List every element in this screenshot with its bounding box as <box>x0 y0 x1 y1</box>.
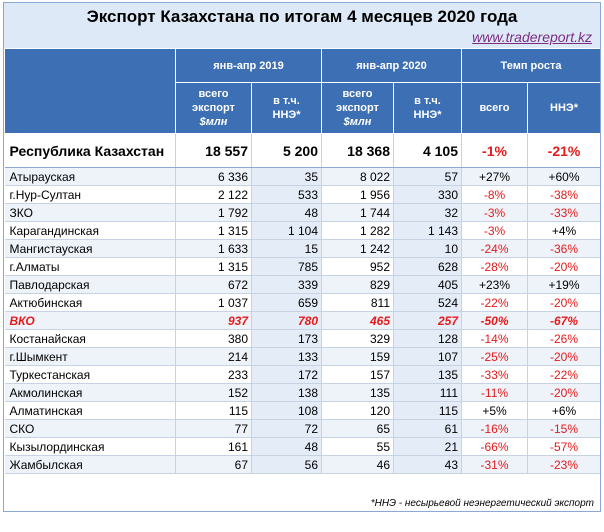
table-row <box>5 294 601 312</box>
site-link[interactable]: www.tradereport.kz <box>472 29 592 45</box>
growth: -24% <box>462 240 528 258</box>
growth-nne: +4% <box>528 222 601 240</box>
region-name: СКО <box>5 420 176 438</box>
growth-nne: -38% <box>528 186 601 204</box>
region-name: Кызылординская <box>5 438 176 456</box>
region-name: г.Алматы <box>5 258 176 276</box>
exp-2019: 67 <box>176 456 252 474</box>
growth: -11% <box>462 384 528 402</box>
growth: -33% <box>462 366 528 384</box>
table-row <box>5 438 601 456</box>
exp-2019: 937 <box>176 312 252 330</box>
nne-2020: 628 <box>394 258 462 276</box>
period-2019-header: янв-апр 2019 <box>176 49 322 83</box>
nne-2020: 524 <box>394 294 462 312</box>
exp-2019: 161 <box>176 438 252 456</box>
nne-2019: 35 <box>252 168 322 186</box>
region-name: г.Шымкент <box>5 348 176 366</box>
region-name: Павлодарская <box>5 276 176 294</box>
nne-2019: 533 <box>252 186 322 204</box>
region-name: Жамбылская <box>5 456 176 474</box>
growth-nne: -36% <box>528 240 601 258</box>
table-row <box>5 366 601 384</box>
growth: -31% <box>462 456 528 474</box>
table-row <box>5 258 601 276</box>
nne-2019: 56 <box>252 456 322 474</box>
growth: -16% <box>462 420 528 438</box>
growth: +27% <box>462 168 528 186</box>
region-name: Мангистауская <box>5 240 176 258</box>
region-name: Актюбинская <box>5 294 176 312</box>
table-row <box>5 330 601 348</box>
title-bar <box>4 3 600 48</box>
nne-2019: 173 <box>252 330 322 348</box>
growth-nne: -20% <box>528 348 601 366</box>
total-export-2020-header: всего экспорт $млн <box>322 83 394 134</box>
total-growth-nne: -21% <box>528 134 601 168</box>
region-name: ЗКО <box>5 204 176 222</box>
nne-2019: 172 <box>252 366 322 384</box>
total-row <box>5 134 601 168</box>
growth: -28% <box>462 258 528 276</box>
exp-2020: 1 744 <box>322 204 394 222</box>
growth-nne: +19% <box>528 276 601 294</box>
table-row <box>5 384 601 402</box>
nne-2019: 133 <box>252 348 322 366</box>
growth: -3% <box>462 222 528 240</box>
total-growth: -1% <box>462 134 528 168</box>
exp-2020: 8 022 <box>322 168 394 186</box>
exp-2020: 829 <box>322 276 394 294</box>
total-exp-2020: 18 368 <box>322 134 394 168</box>
nne-2019-header: в т.ч. ННЭ* <box>252 83 322 134</box>
total-row-name: Республика Казахстан <box>5 134 176 168</box>
page-title: Экспорт Казахстана по итогам 4 месяцев 2020 года <box>86 7 518 26</box>
growth: -8% <box>462 186 528 204</box>
table-row <box>5 420 601 438</box>
nne-2019: 339 <box>252 276 322 294</box>
exp-2019: 2 122 <box>176 186 252 204</box>
table-row <box>5 240 601 258</box>
footnote: *ННЭ - несырьевой неэнергетический экспорт <box>370 498 594 509</box>
growth-header: Темп роста <box>462 49 601 83</box>
exp-2020: 952 <box>322 258 394 276</box>
growth: -50% <box>462 312 528 330</box>
growth-nne: -20% <box>528 258 601 276</box>
growth-nne: -26% <box>528 330 601 348</box>
growth-nne: -22% <box>528 366 601 384</box>
region-name: Туркестанская <box>5 366 176 384</box>
exp-2020: 46 <box>322 456 394 474</box>
exp-2020: 159 <box>322 348 394 366</box>
exp-2019: 1 315 <box>176 258 252 276</box>
table-row <box>5 456 601 474</box>
growth: -25% <box>462 348 528 366</box>
nne-2020: 43 <box>394 456 462 474</box>
growth-nne-header: ННЭ* <box>528 83 601 134</box>
exp-2019: 1 792 <box>176 204 252 222</box>
exp-2019: 115 <box>176 402 252 420</box>
total-nne-2019: 5 200 <box>252 134 322 168</box>
nne-2020: 128 <box>394 330 462 348</box>
exp-2019: 1 633 <box>176 240 252 258</box>
growth-nne: +6% <box>528 402 601 420</box>
exp-2020: 120 <box>322 402 394 420</box>
table-row <box>5 348 601 366</box>
growth-nne: -20% <box>528 384 601 402</box>
region-header <box>5 49 176 134</box>
nne-2020: 32 <box>394 204 462 222</box>
exp-2019: 233 <box>176 366 252 384</box>
region-name: ВКО <box>5 312 176 330</box>
region-name: г.Нур-Султан <box>5 186 176 204</box>
growth-nne: -23% <box>528 456 601 474</box>
growth: -66% <box>462 438 528 456</box>
nne-2020: 405 <box>394 276 462 294</box>
exp-2019: 672 <box>176 276 252 294</box>
nne-2020: 115 <box>394 402 462 420</box>
growth-nne: +60% <box>528 168 601 186</box>
period-2020-header: янв-апр 2020 <box>322 49 462 83</box>
exp-2020: 1 956 <box>322 186 394 204</box>
nne-2020: 21 <box>394 438 462 456</box>
growth: -22% <box>462 294 528 312</box>
exp-2020: 811 <box>322 294 394 312</box>
table-row <box>5 402 601 420</box>
nne-2020: 330 <box>394 186 462 204</box>
exp-2020: 55 <box>322 438 394 456</box>
export-table <box>4 48 601 474</box>
nne-2020: 135 <box>394 366 462 384</box>
exp-2019: 1 037 <box>176 294 252 312</box>
table-row <box>5 276 601 294</box>
exp-2020: 135 <box>322 384 394 402</box>
region-name: Карагандинская <box>5 222 176 240</box>
nne-2020: 257 <box>394 312 462 330</box>
exp-2019: 380 <box>176 330 252 348</box>
exp-2019: 152 <box>176 384 252 402</box>
total-export-2019-header: всего экспорт $млн <box>176 83 252 134</box>
growth-nne: -20% <box>528 294 601 312</box>
growth: +5% <box>462 402 528 420</box>
exp-2019: 6 336 <box>176 168 252 186</box>
growth-nne: -33% <box>528 204 601 222</box>
exp-2020: 157 <box>322 366 394 384</box>
nne-2019: 48 <box>252 438 322 456</box>
exp-2020: 1 282 <box>322 222 394 240</box>
region-name: Акмолинская <box>5 384 176 402</box>
growth-nne: -57% <box>528 438 601 456</box>
nne-2019: 659 <box>252 294 322 312</box>
nne-2019: 138 <box>252 384 322 402</box>
growth-total-header: всего <box>462 83 528 134</box>
exp-2019: 77 <box>176 420 252 438</box>
growth-nne: -67% <box>528 312 601 330</box>
nne-2020: 57 <box>394 168 462 186</box>
nne-2020-header: в т.ч. ННЭ* <box>394 83 462 134</box>
nne-2019: 785 <box>252 258 322 276</box>
growth: +23% <box>462 276 528 294</box>
nne-2020: 111 <box>394 384 462 402</box>
nne-2019: 72 <box>252 420 322 438</box>
region-name: Алматинская <box>5 402 176 420</box>
total-exp-2019: 18 557 <box>176 134 252 168</box>
nne-2020: 61 <box>394 420 462 438</box>
growth: -14% <box>462 330 528 348</box>
exp-2019: 1 315 <box>176 222 252 240</box>
exp-2020: 1 242 <box>322 240 394 258</box>
region-name: Костанайская <box>5 330 176 348</box>
exp-2020: 465 <box>322 312 394 330</box>
exp-2020: 329 <box>322 330 394 348</box>
table-row <box>5 312 601 330</box>
nne-2019: 108 <box>252 402 322 420</box>
total-nne-2020: 4 105 <box>394 134 462 168</box>
nne-2019: 15 <box>252 240 322 258</box>
nne-2019: 48 <box>252 204 322 222</box>
exp-2020: 65 <box>322 420 394 438</box>
table-row <box>5 168 601 186</box>
growth: -3% <box>462 204 528 222</box>
exp-2019: 214 <box>176 348 252 366</box>
nne-2019: 780 <box>252 312 322 330</box>
region-name: Атырауская <box>5 168 176 186</box>
nne-2020: 10 <box>394 240 462 258</box>
nne-2020: 1 143 <box>394 222 462 240</box>
table-body <box>5 134 601 474</box>
report-frame <box>3 2 601 512</box>
table-row <box>5 222 601 240</box>
table-row <box>5 186 601 204</box>
growth-nne: -15% <box>528 420 601 438</box>
nne-2020: 107 <box>394 348 462 366</box>
nne-2019: 1 104 <box>252 222 322 240</box>
table-row <box>5 204 601 222</box>
